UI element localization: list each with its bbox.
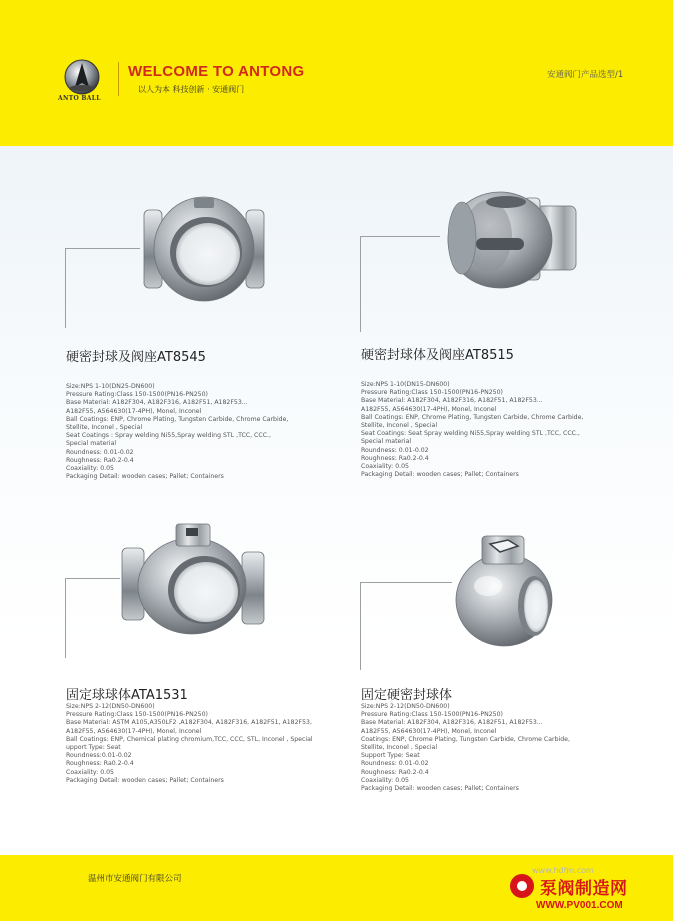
guide-line bbox=[65, 578, 120, 579]
spec-line: Support Type: Seat bbox=[361, 752, 420, 760]
product-photo-fixed-hard-seal-ball bbox=[452, 530, 556, 648]
watermark-name: 泵阀制造网 bbox=[540, 879, 628, 899]
product-title: 硬密封球体及阀座AT8515 bbox=[361, 348, 514, 363]
spec-line: Pressure Rating:Class 150-1500(PN16-PN250) bbox=[361, 711, 503, 719]
product-specs bbox=[361, 703, 570, 793]
spec-line: upport Type: Seat bbox=[66, 744, 121, 752]
product-specs bbox=[66, 383, 288, 481]
company-name: 温州市安通阀门有限公司 bbox=[88, 874, 182, 884]
brand-name: ANTO BALL bbox=[58, 95, 101, 102]
catalog-page-label: 安通阀门产品选型/1 bbox=[547, 70, 624, 80]
spec-line: Roughness: Ra0.2-0.4 bbox=[66, 760, 134, 768]
spec-line: Roughness: Ra0.2-0.4 bbox=[66, 456, 134, 464]
spec-line: Special material bbox=[66, 440, 117, 448]
spec-line: Ball Coatings: ENP, Chrome Plating, Tungsten Carbide, Chrome Carbide, bbox=[66, 415, 289, 423]
guide-line bbox=[360, 236, 440, 237]
product-specs bbox=[361, 381, 583, 479]
spec-line: Roughness: Ra0.2-0.4 bbox=[361, 768, 429, 776]
guide-line bbox=[65, 248, 140, 249]
spec-line: Coaxiality: 0.05 bbox=[361, 776, 409, 784]
watermark-url: WWW.PV001.COM bbox=[536, 900, 623, 911]
spec-line: Base Material: A182F304, A182F316, A182F51, A182F53... bbox=[66, 399, 248, 407]
slogan: 以人为本 科技创新 · 安通阀门 bbox=[138, 85, 245, 94]
header-divider bbox=[118, 62, 119, 96]
product-title: 硬密封球及阀座AT8545 bbox=[66, 350, 206, 365]
spec-line: Stellite, Inconel , Special bbox=[66, 424, 143, 432]
spec-line: Size:NPS 2-12(DN50-DN600) bbox=[361, 703, 450, 710]
spec-line: Size:NPS 1-10(DN25-DN600) bbox=[66, 383, 155, 390]
spec-line: Base Material: ASTM A105,A350LF2 ,A182F304, A182F316, A182F51, A182F53, bbox=[66, 719, 312, 727]
spec-line: A182F55, A564630(17-4PH), Monel, Inconel bbox=[361, 727, 497, 735]
spec-line: Roughness: Ra0.2-0.4 bbox=[361, 454, 429, 462]
welcome-heading: WELCOME TO ANTONG bbox=[128, 63, 305, 80]
watermark-url-top: www.hdfm.com bbox=[532, 866, 594, 875]
spec-line: Coaxiality: 0.05 bbox=[66, 768, 114, 776]
spec-line: A182F55, A564630(17-4PH), Monel, Inconel bbox=[66, 407, 202, 415]
spec-line: Seat Coatings: Seat Spray welding Ni55,Spray welding STL ,TCC, CCC., bbox=[361, 430, 580, 438]
spec-line: Pressure Rating:Class 150-1500(PN16-PN250) bbox=[66, 711, 208, 719]
product-photo-at8515 bbox=[440, 186, 582, 292]
spec-line: Coaxiality: 0.05 bbox=[361, 463, 409, 471]
spec-line: Ball Coatings: ENP, Chemical plating chromium,TCC, CCC, STL, Inconel , Special bbox=[66, 735, 313, 743]
spec-line: Seat Coatings : Spray welding Ni55,Spray welding STL ,TCC, CCC., bbox=[66, 432, 271, 440]
watermark-logo-icon bbox=[510, 874, 534, 898]
guide-line bbox=[360, 582, 361, 670]
guide-line bbox=[65, 578, 66, 658]
guide-line bbox=[360, 582, 452, 583]
guide-line bbox=[65, 248, 66, 328]
spec-line: Roundness: 0.01-0.02 bbox=[361, 760, 429, 768]
spec-line: Pressure Rating:Class 150-1500(PN16-PN250) bbox=[361, 389, 503, 397]
spec-line: A182F55, A564630(17-4PH), Monel, Inconel bbox=[361, 405, 497, 413]
product-photo-ata1531 bbox=[118, 522, 268, 636]
spec-line: Size:NPS 2-12(DN50-DN600) bbox=[66, 703, 155, 710]
product-title: 固定球球体ATA1531 bbox=[66, 688, 188, 703]
spec-line: Packaging Detail: wooden cases; Pallet; Containers bbox=[66, 776, 224, 784]
spec-line: Roundness:0.01-0.02 bbox=[66, 752, 132, 760]
spec-line: Packaging Detail: wooden cases; Pallet; Containers bbox=[361, 471, 519, 479]
spec-line: Size:NPS 1-10(DN15-DN600) bbox=[361, 381, 450, 388]
product-title: 固定硬密封球体 bbox=[361, 688, 453, 703]
guide-line bbox=[360, 236, 361, 332]
spec-line: Coaxiality: 0.05 bbox=[66, 465, 114, 473]
spec-line: Pressure Rating:Class 150-1500(PN16-PN250) bbox=[66, 391, 208, 399]
anto-ball-logo-icon bbox=[62, 57, 102, 97]
spec-line: Packaging Detail: wooden cases; Pallet; Containers bbox=[361, 785, 519, 793]
product-photo-at8545 bbox=[140, 192, 268, 306]
spec-line: A182F55, A564630(17-4PH), Monel, Inconel bbox=[66, 727, 202, 735]
spec-line: Special material bbox=[361, 438, 412, 446]
spec-line: Stellite, Inconel , Special bbox=[361, 422, 438, 430]
spec-line: Coatings: ENP, Chrome Plating, Tungsten Carbide, Chrome Carbide, bbox=[361, 735, 570, 743]
spec-line: Base Material: A182F304, A182F316, A182F51, A182F53... bbox=[361, 719, 543, 727]
product-specs bbox=[66, 703, 313, 785]
spec-line: Base Material: A182F304, A182F316, A182F51, A182F53... bbox=[361, 397, 543, 405]
spec-line: Roundness: 0.01-0.02 bbox=[361, 446, 429, 454]
spec-line: Ball Coatings: ENP, Chrome Plating, Tungsten Carbide, Chrome Carbide, bbox=[361, 413, 584, 421]
spec-line: Packaging Detail: wooden cases; Pallet; Containers bbox=[66, 473, 224, 481]
spec-line: Stellite, Inconel , Special bbox=[361, 744, 438, 752]
spec-line: Roundness: 0.01-0.02 bbox=[66, 448, 134, 456]
